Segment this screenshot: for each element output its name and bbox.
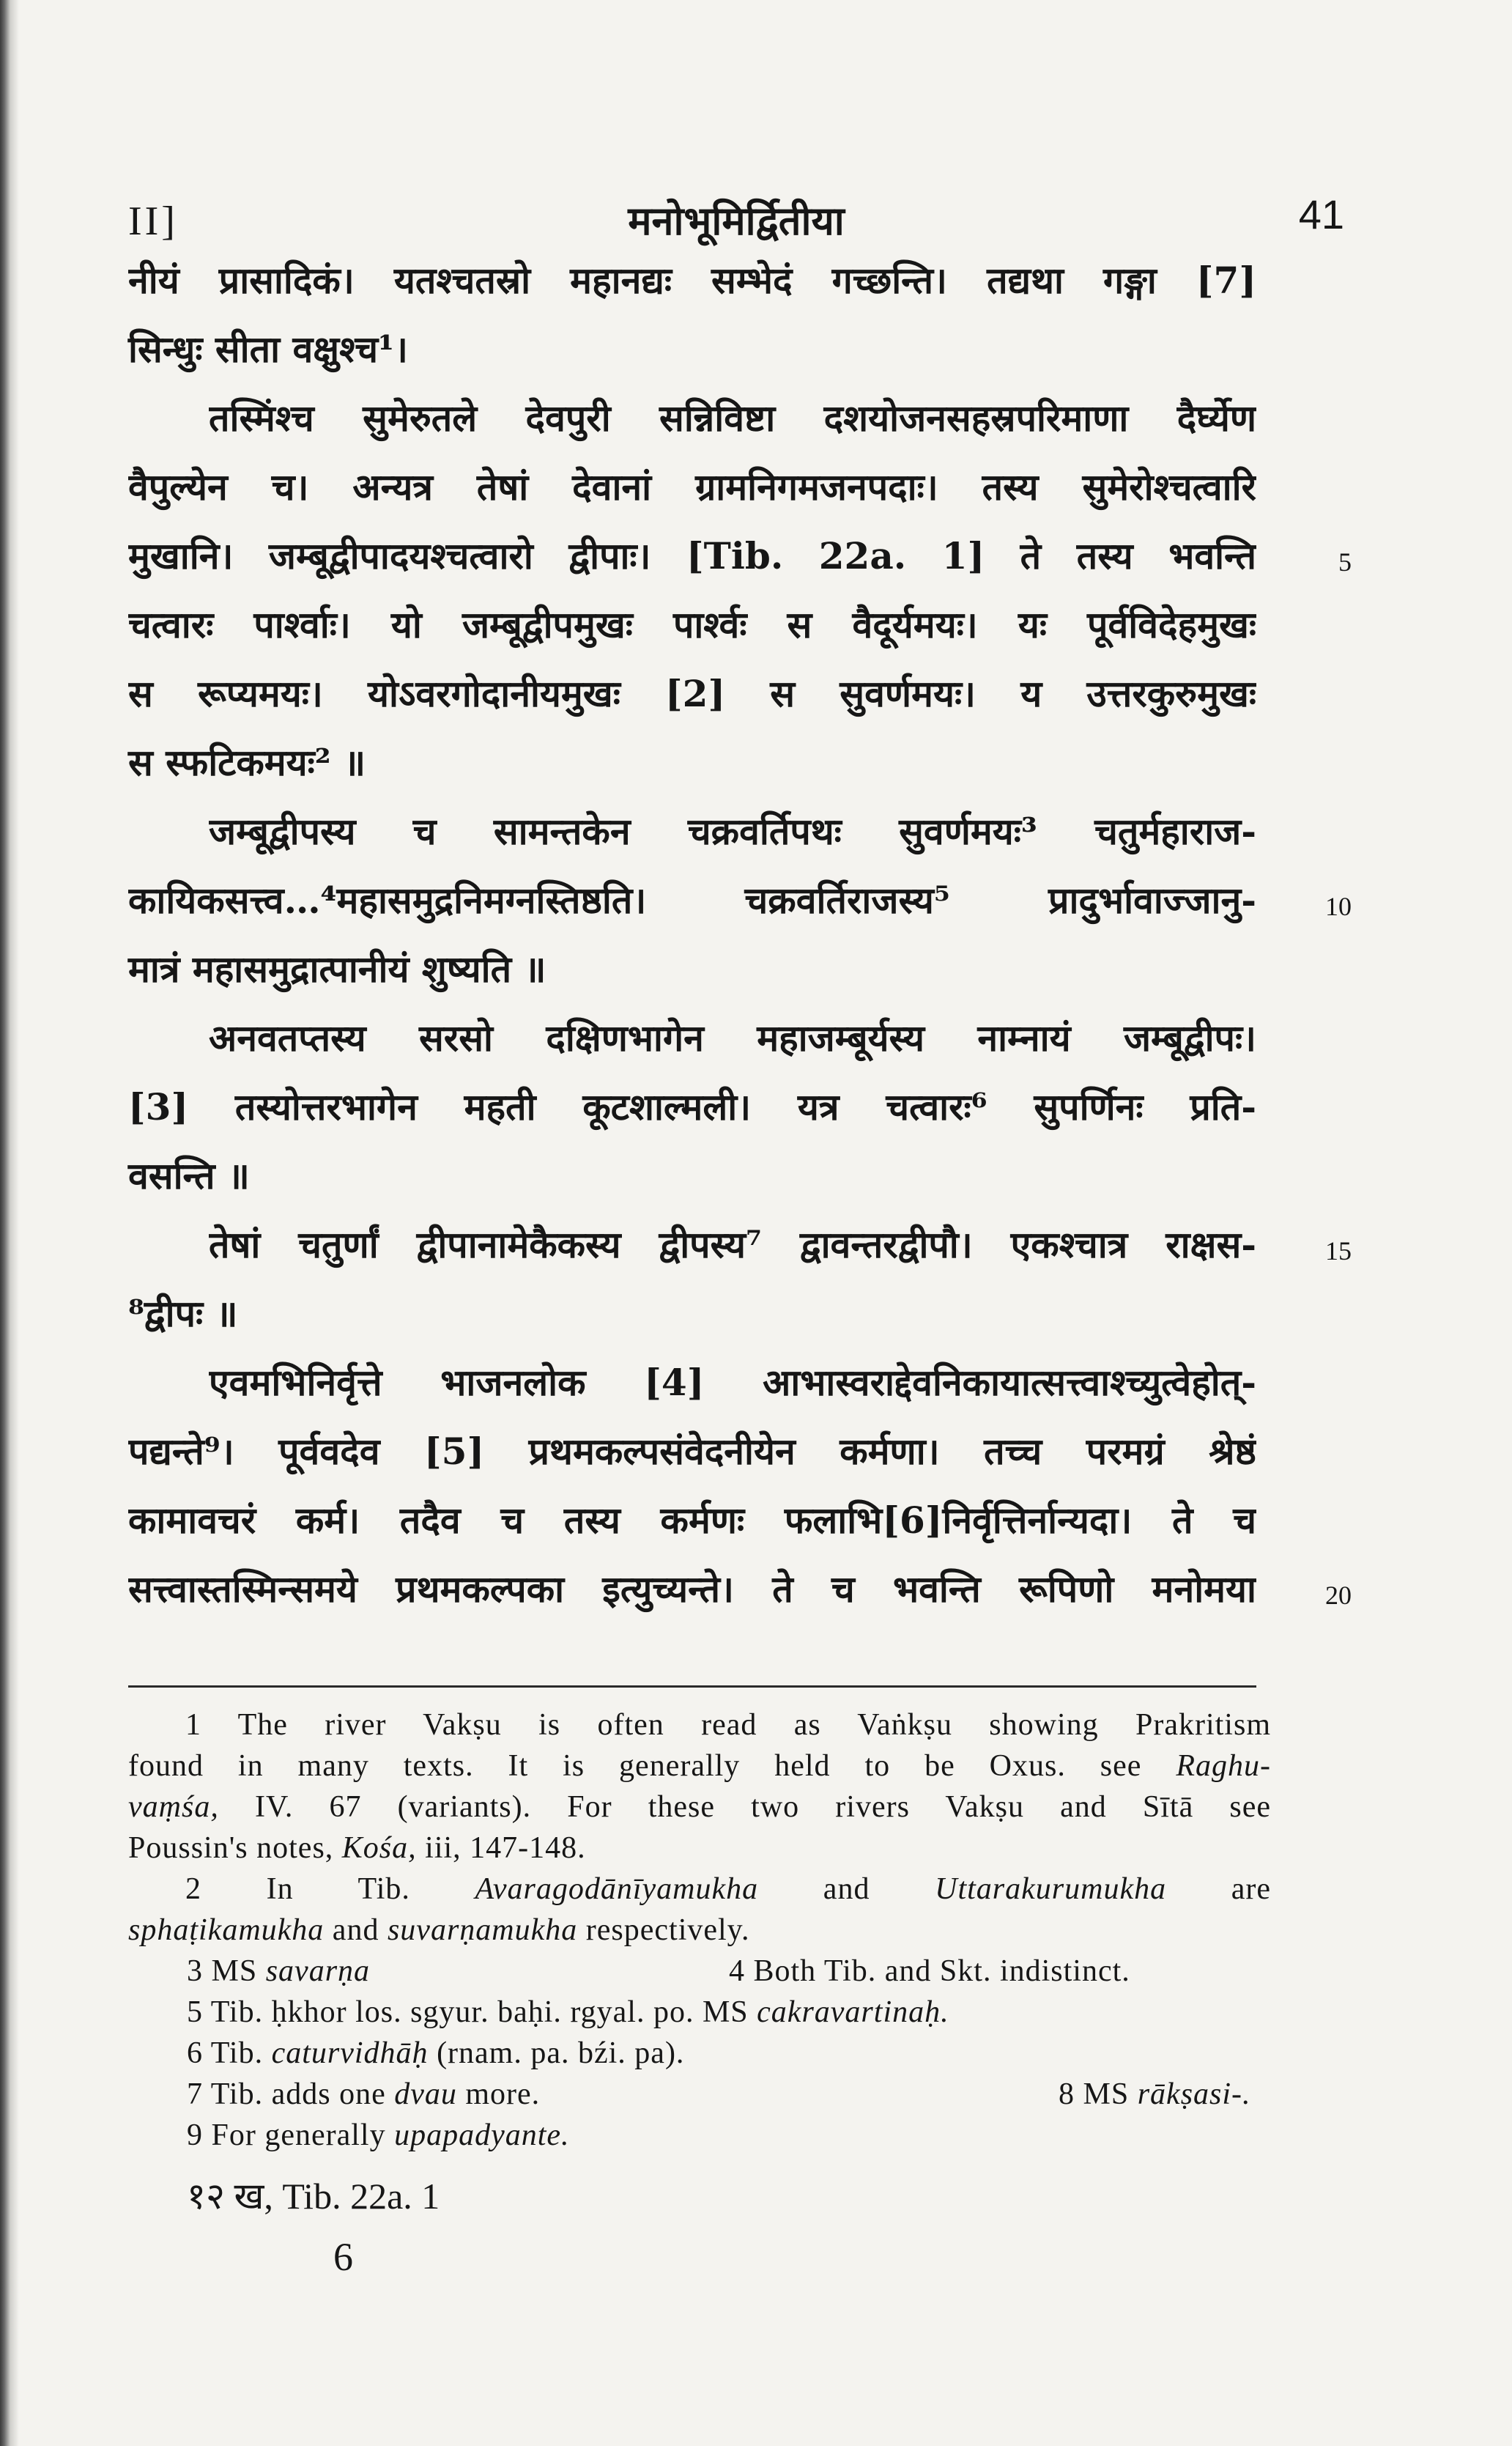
text-line bbox=[128, 1279, 1344, 1348]
footnote-3-4-row bbox=[128, 1951, 1271, 1992]
binding-edge bbox=[0, 0, 19, 2446]
text-line bbox=[128, 591, 1344, 659]
footnote-8: 8 MS rākṣasi-. bbox=[1059, 2077, 1251, 2111]
text-line bbox=[128, 1417, 1344, 1486]
document-page bbox=[128, 176, 1352, 2411]
text-line-content: वैपुल्येन च। अन्यत्र तेषां देवानां ग्रामनिगमजनपदाः। तस्य सुमेरोश्चत्वारि bbox=[128, 465, 1256, 509]
text-line bbox=[128, 453, 1344, 522]
text-line bbox=[128, 1073, 1344, 1142]
text-line-content: स रूप्यमयः। योऽवरगोदानीयमुखः [2] स सुवर्णमयः। य उत्तरकुरुमुखः bbox=[128, 672, 1256, 715]
line-number: 20 bbox=[1325, 1581, 1352, 1610]
text-line-content: एवमभिनिर्वृत्ते भाजनलोक [4] आभास्वराद्देवनिकायात्सत्त्वाश्च्युत्वेहोत्- bbox=[209, 1361, 1256, 1404]
footnotes bbox=[128, 1705, 1271, 2157]
text-line-content: [3] तस्योत्तरभागेन महती कूटशाल्मली। यत्र चत्वारः⁶ सुपर्णिनः प्रति- bbox=[128, 1085, 1256, 1128]
text-line-content: कायिकसत्त्व…⁴महासमुद्रनिमग्नस्तिष्ठति। चक्रवर्तिराजस्य⁵ प्रादुर्भावाज्जानु- bbox=[128, 879, 1256, 922]
text-line bbox=[128, 384, 1344, 453]
text-line-content: अनवतप्तस्य सरसो दक्षिणभागेन महाजम्बूर्यस्य नाम्नायं जम्बूद्वीपः। bbox=[209, 1016, 1256, 1060]
footnote-1-line-3: vaṃśa, IV. 67 (variants). For these two rivers Vakṣu and Sītā see bbox=[128, 1790, 1272, 1824]
footnote-2-line-2: sphaṭikamukha and suvarṇamukha respectively. bbox=[128, 1913, 750, 1947]
text-line bbox=[128, 659, 1344, 728]
text-line bbox=[128, 866, 1352, 935]
page-number: 41 bbox=[1298, 191, 1344, 237]
text-line-content: स स्फटिकमयः² ॥ bbox=[128, 741, 366, 784]
footnote-1-line-2: found in many texts. It is generally held to be Oxus. see Raghu- bbox=[128, 1749, 1271, 1783]
text-line bbox=[128, 1348, 1344, 1417]
text-line-content: सिन्धुः सीता वक्षुश्च¹। bbox=[128, 328, 408, 371]
text-line bbox=[128, 1004, 1344, 1073]
footnote-rule bbox=[128, 1685, 1256, 1688]
text-line bbox=[128, 797, 1344, 866]
text-line-content: पद्यन्ते⁹। पूर्ववदेव [5] प्रथमकल्पसंवेदनीयेन कर्मणा। तच्च परमग्रं श्रेष्ठं bbox=[128, 1430, 1256, 1473]
text-line-content: कामावचरं कर्म। तदैव च तस्य कर्मणः फलाभि[6]निर्वृत्तिर्नान्यदा। ते च bbox=[128, 1499, 1256, 1542]
footnote-2-line-1: 2 In Tib. Avaragodānīyamukha and Uttarakurumukha are bbox=[185, 1872, 1272, 1906]
footnote-5: 5 Tib. ḥkhor los. sgyur. baḥi. rgyal. po. MS cakravartinaḥ. bbox=[187, 1995, 949, 2029]
footnote-6: 6 Tib. caturvidhāḥ (rnam. pa. bźi. pa). bbox=[187, 2036, 685, 2070]
text-line bbox=[128, 522, 1352, 591]
text-line-content: वसन्ति ॥ bbox=[128, 1154, 250, 1197]
text-line bbox=[128, 935, 1344, 1004]
text-line-content: तेषां चतुर्णां द्वीपानामेकैकस्य द्वीपस्य⁷ द्वावन्तरद्वीपौ। एकश्चात्र राक्षस- bbox=[209, 1223, 1256, 1266]
text-line bbox=[128, 1142, 1344, 1211]
text-line bbox=[128, 728, 1344, 797]
text-line bbox=[128, 246, 1344, 315]
footnote-7: 7 Tib. adds one dvau more. bbox=[187, 2077, 541, 2111]
signature-number: 6 bbox=[333, 2235, 353, 2279]
text-line-content: सत्त्वास्तस्मिन्समये प्रथमकल्पका इत्युच्यन्ते। ते च भवन्ति रूपिणो मनोमया bbox=[128, 1567, 1256, 1611]
text-line bbox=[128, 1211, 1352, 1279]
line-number: 5 bbox=[1338, 547, 1352, 577]
footnote-9: 9 For generally upapadyante. bbox=[187, 2118, 570, 2152]
text-line-content: जम्बूद्वीपस्य च सामन्तकेन चक्रवर्तिपथः सुवर्णमयः³ चतुर्महाराज- bbox=[209, 810, 1256, 853]
footnote-4: 4 Both Tib. and Skt. indistinct. bbox=[729, 1954, 1130, 1988]
text-line-content: मुखानि। जम्बूद्वीपादयश्चत्वारो द्वीपाः। [Tib. 22a. 1] ते तस्य भवन्ति bbox=[128, 534, 1256, 577]
line-number: 10 bbox=[1325, 892, 1352, 921]
text-line-content: मात्रं महासमुद्रात्पानीयं शुष्यति ॥ bbox=[128, 947, 546, 991]
text-line bbox=[128, 1555, 1352, 1624]
line-number: 15 bbox=[1325, 1236, 1352, 1266]
running-header bbox=[128, 176, 1344, 242]
text-line bbox=[128, 1486, 1344, 1555]
text-line-content: ⁸द्वीपः ॥ bbox=[128, 1292, 238, 1335]
main-text bbox=[128, 246, 1352, 1624]
footnote-1-line-1: 1 The river Vakṣu is often read as Vaṅkṣu showing Prakritism bbox=[185, 1708, 1271, 1742]
text-line-content: चत्वारः पार्श्वाः। यो जम्बूद्वीपमुखः पार्श्वः स वैदूर्यमयः। यः पूर्वविदेहमुखः bbox=[128, 603, 1256, 646]
running-title: मनोभूमिर्द्वितीया bbox=[628, 197, 845, 244]
text-line-content: तस्मिंश्च सुमेरुतले देवपुरी सन्निविष्टा दशयोजनसहस्रपरिमाणा दैर्घ्येण bbox=[209, 396, 1256, 440]
part-marker: II] bbox=[128, 199, 178, 244]
footnote-7-8-row bbox=[128, 2074, 1271, 2116]
footnote-3: 3 MS savarṇa bbox=[187, 1954, 371, 1988]
text-line bbox=[128, 315, 1344, 384]
footnote-1-line-4: Poussin's notes, Kośa, iii, 147-148. bbox=[128, 1831, 586, 1865]
text-line-content: नीयं प्रासादिकं। यतश्चतस्रो महानद्यः सम्भेदं गच्छन्ति। तद्यथा गङ्गा [7] bbox=[128, 259, 1256, 302]
manuscript-reference: १२ ख, Tib. 22a. 1 bbox=[187, 2176, 440, 2217]
